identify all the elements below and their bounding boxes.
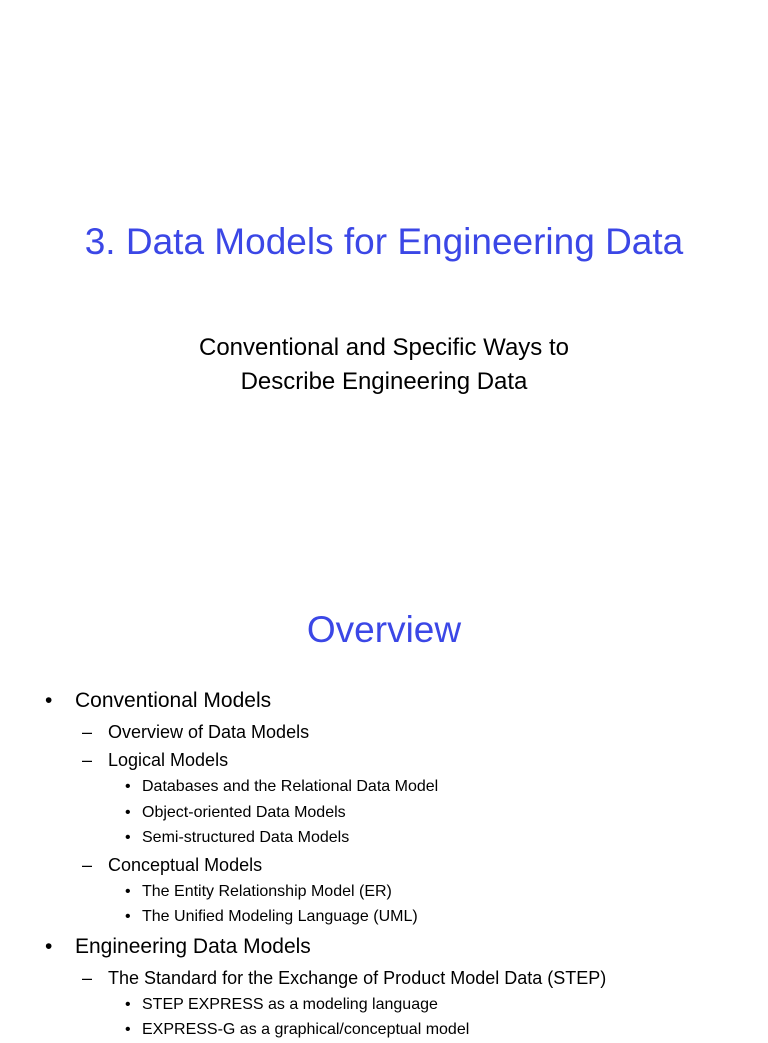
overview-title: Overview — [306, 609, 462, 650]
outline-item — [0, 879, 768, 905]
outline-item — [0, 964, 768, 992]
bullet-icon: • — [125, 908, 131, 925]
outline-item-text: Overview of Data Models — [108, 722, 310, 742]
outline-item-text: Conventional Models — [75, 689, 272, 712]
bullet-icon: • — [45, 934, 53, 958]
overview-slide — [0, 576, 768, 1038]
outline-item — [0, 930, 768, 964]
outline-item-text: Logical Models — [108, 750, 229, 770]
outline-item — [0, 800, 768, 826]
outline-item-text: Engineering Data Models — [75, 934, 311, 958]
outline-item-text: Semi-structured Data Models — [142, 829, 350, 846]
dash-icon: – — [82, 722, 93, 742]
dash-icon: – — [82, 750, 93, 770]
bullet-icon: • — [125, 995, 131, 1013]
outline-item-text: The Entity Relationship Model (ER) — [142, 882, 392, 900]
outline-item-text: Conceptual Models — [108, 854, 263, 875]
bullet-icon: • — [125, 882, 131, 900]
outline-item — [0, 718, 768, 746]
outline-item — [0, 774, 768, 800]
bullet-icon: • — [125, 829, 131, 846]
slide-title: 3. Data Models for Engineering Data — [84, 221, 684, 262]
bullet-icon: • — [125, 778, 131, 795]
bullet-icon: • — [45, 689, 53, 712]
slide-subtitle — [0, 331, 768, 399]
outline-item — [0, 851, 768, 879]
bullet-icon: • — [125, 803, 131, 821]
outline-item — [0, 684, 768, 718]
dash-icon: – — [82, 854, 93, 875]
outline-item — [0, 992, 768, 1018]
outline-item — [0, 746, 768, 774]
outline-list — [0, 684, 768, 1043]
outline-item — [0, 904, 768, 930]
outline-item — [0, 1017, 768, 1043]
outline-item-text: The Unified Modeling Language (UML) — [142, 908, 418, 925]
outline-item-text: Object-oriented Data Models — [142, 803, 346, 821]
subtitle-line: Describe Engineering Data — [240, 368, 528, 395]
subtitle-line: Conventional and Specific Ways to — [199, 334, 569, 361]
outline-item — [0, 825, 768, 851]
outline-item-text: The Standard for the Exchange of Product Model Data (STEP) — [108, 967, 607, 988]
outline-item-text: Databases and the Relational Data Model — [142, 778, 439, 795]
outline-item-text: EXPRESS-G as a graphical/conceptual model — [142, 1021, 470, 1038]
dash-icon: – — [82, 967, 93, 988]
outline-item-text: STEP EXPRESS as a modeling language — [142, 995, 438, 1013]
bullet-icon: • — [125, 1021, 131, 1038]
